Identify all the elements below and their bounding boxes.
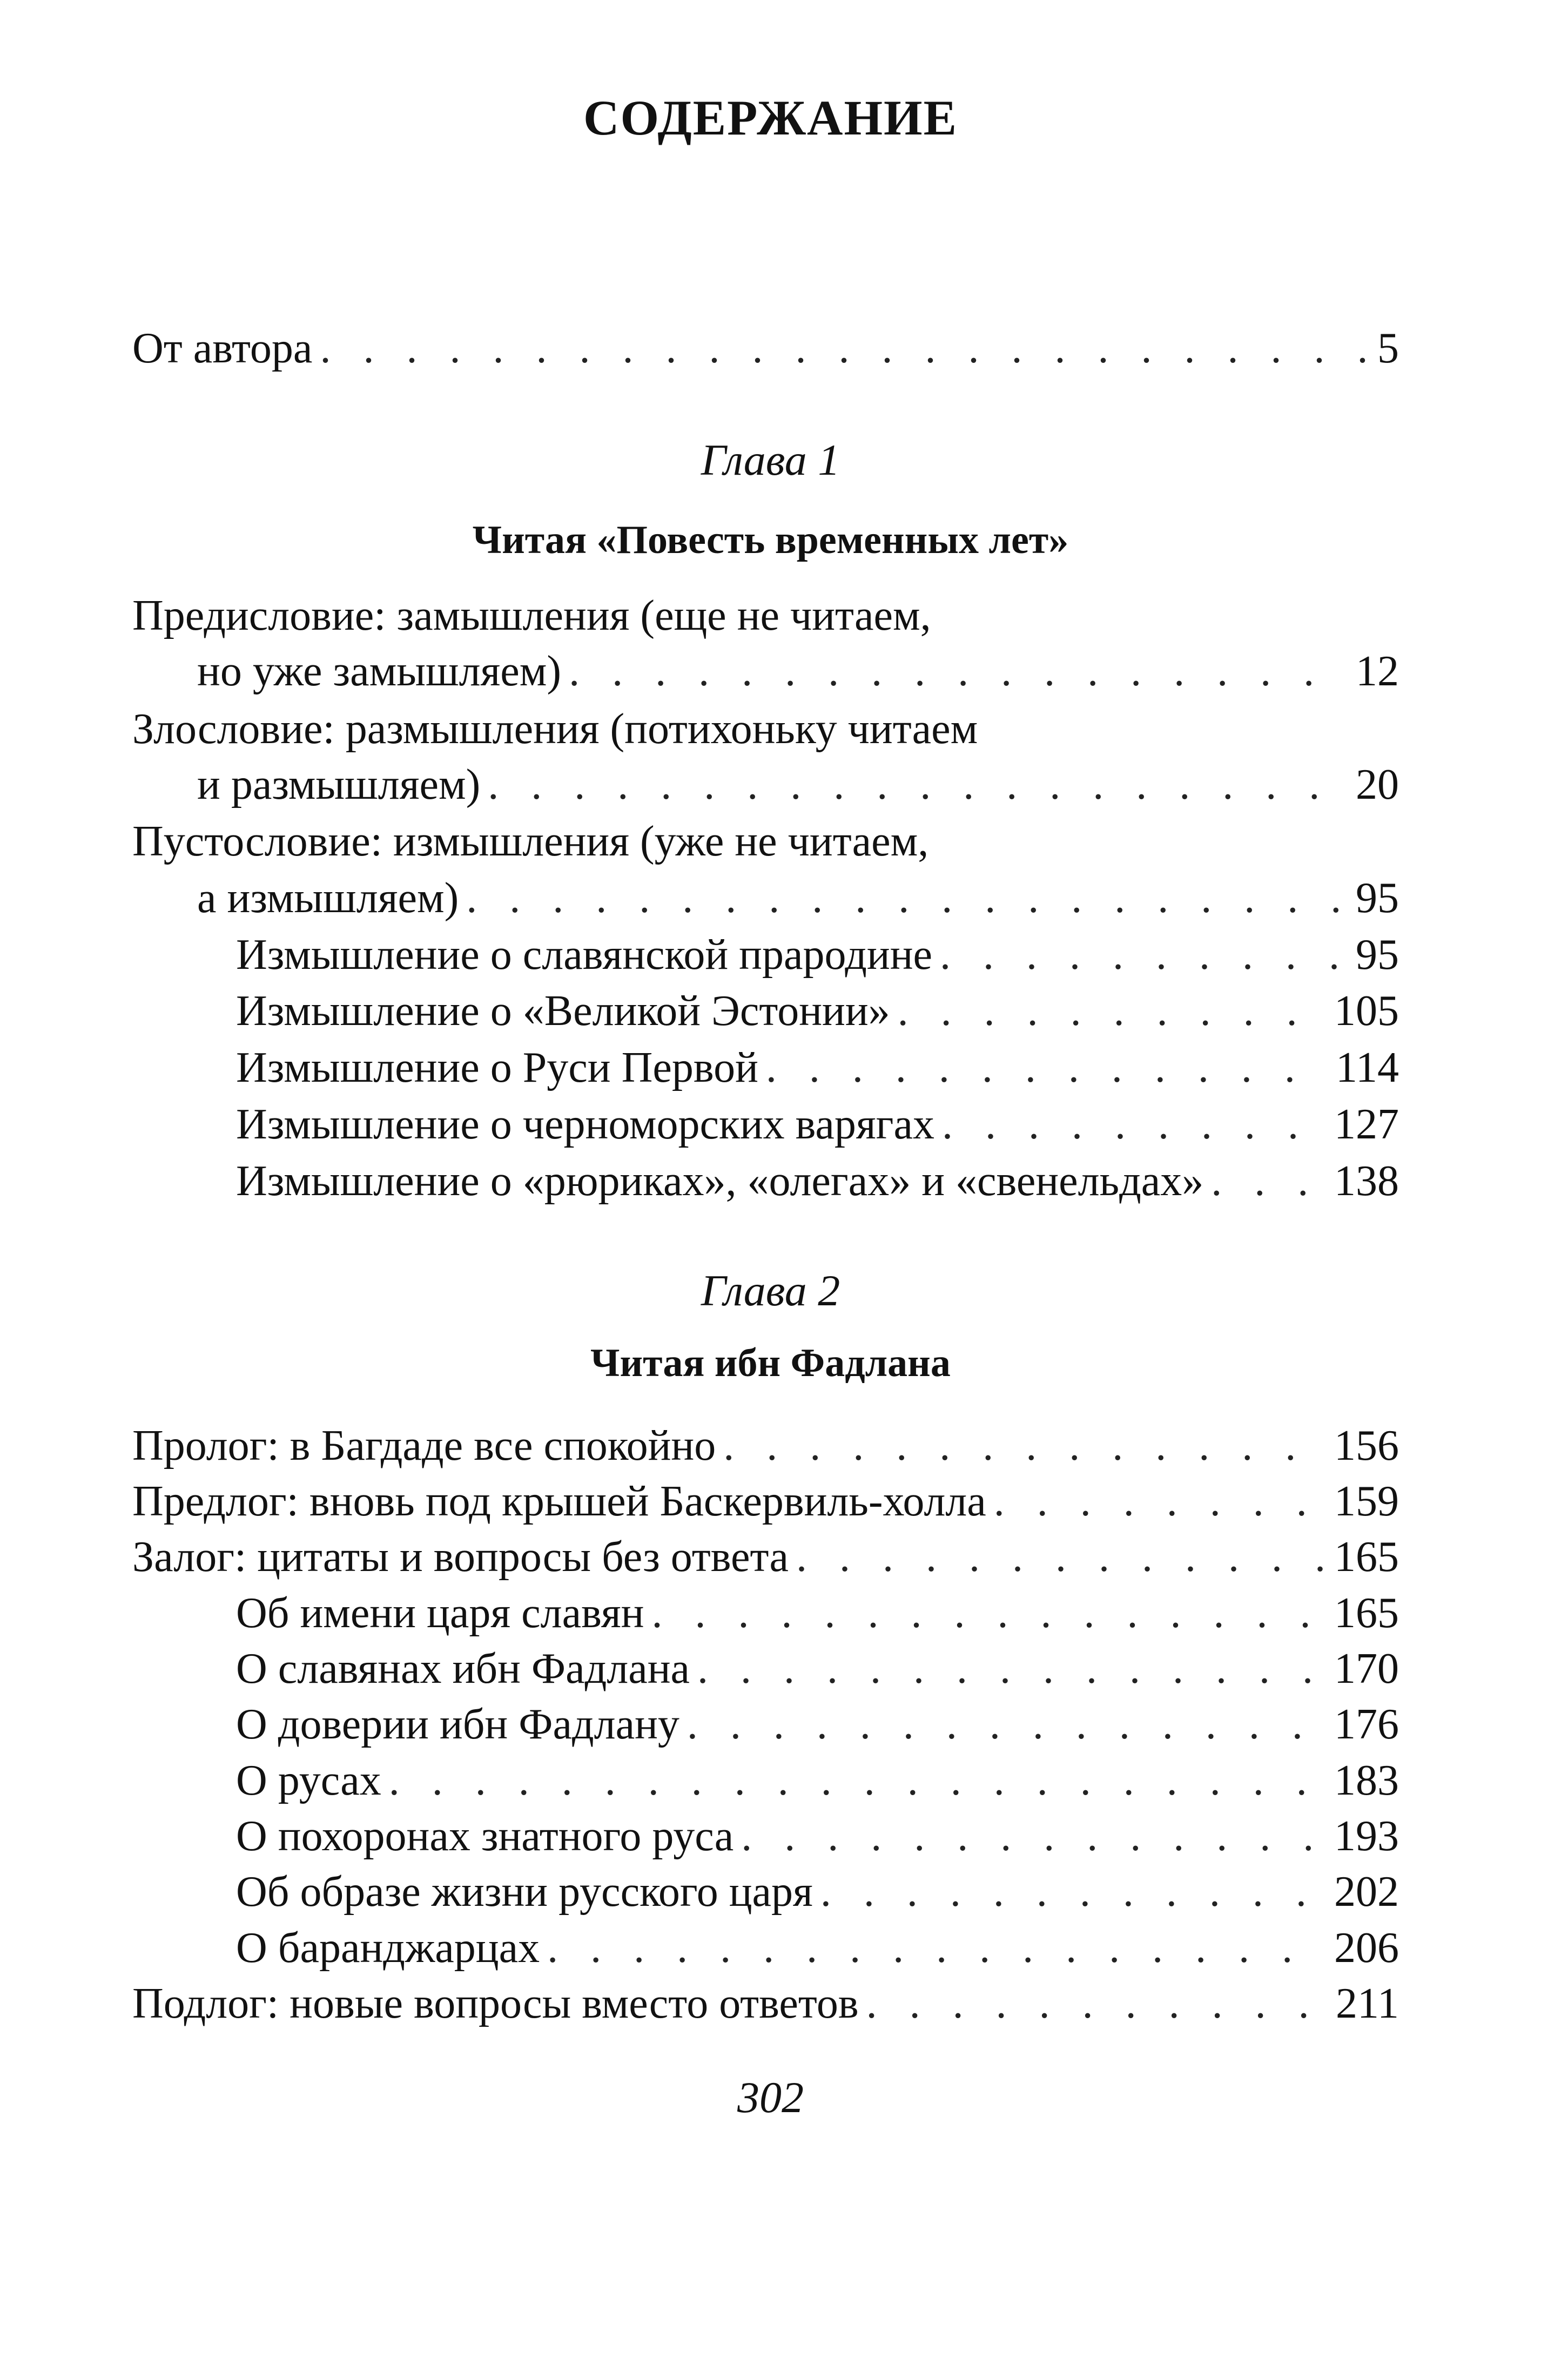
toc-entry-page: 105 [1334, 987, 1399, 1035]
toc-entry-title: О славянах ибн Фадлана [236, 1645, 690, 1693]
dot-leader [820, 1865, 1327, 1919]
toc-entry-page: 165 [1334, 1589, 1399, 1637]
toc-entry-page: 183 [1334, 1757, 1399, 1804]
toc-entry-title: Измышление о славянской прародине [236, 931, 933, 979]
toc-entry-page: 159 [1334, 1478, 1399, 1525]
dot-leader [940, 928, 1348, 982]
toc-entry-page: 12 [1356, 648, 1399, 695]
toc-entry-page: 202 [1334, 1868, 1399, 1916]
toc-entry-title: а измышляем) [197, 874, 459, 922]
chapter-2-title: Читая ибн Фадлана [590, 1341, 951, 1385]
toc-entry-title: О баранджарцах [236, 1924, 540, 1972]
toc-entry-title: Залог: цитаты и вопросы без ответа [132, 1533, 789, 1581]
toc-entry-title: Об имени царя славян [236, 1589, 644, 1637]
toc-entry-page: 127 [1334, 1101, 1399, 1148]
toc-entry-title: Измышление о черноморских варягах [236, 1101, 934, 1148]
toc-entry-title: Пролог: в Багдаде все спокойно [132, 1422, 716, 1469]
toc-subentry [236, 1754, 1399, 1808]
toc-entry-page: 95 [1356, 874, 1399, 922]
toc-entry [132, 1977, 1399, 2031]
toc-subentry [236, 984, 1399, 1038]
dot-leader [466, 871, 1348, 925]
dot-leader [866, 1977, 1328, 2031]
dot-leader [547, 1921, 1327, 1975]
toc-entry [132, 1419, 1399, 1473]
toc-entry-title: но уже замышляем) [197, 648, 562, 695]
toc-entry-page: 138 [1334, 1157, 1399, 1205]
toc-subentry [236, 1809, 1399, 1863]
dot-leader [651, 1586, 1327, 1640]
dot-leader [898, 984, 1327, 1038]
toc-entry-title: Подлог: новые вопросы вместо ответов [132, 1980, 859, 2027]
toc-subentry [236, 1097, 1399, 1151]
toc-entry-preface [197, 644, 1399, 698]
toc-entry-intro [132, 321, 1399, 375]
chapter-1-label: Глава 1 [701, 435, 840, 484]
dot-leader [766, 1041, 1328, 1095]
dot-leader [389, 1754, 1327, 1808]
toc-entry-page: 95 [1356, 931, 1399, 979]
dot-leader [320, 321, 1370, 375]
chapter-2-label: Глава 2 [701, 1266, 840, 1315]
toc-subentry [236, 1586, 1399, 1640]
dot-leader [796, 1530, 1327, 1584]
toc-entry-idle-talk [197, 871, 1399, 925]
toc-subentry [236, 1041, 1399, 1095]
toc-entry-page: 211 [1335, 1980, 1399, 2027]
toc-subentry [236, 1154, 1399, 1208]
toc-subentry [236, 1921, 1399, 1975]
toc-entry-preface-line1: Предисловие: замышления (еще не читаем, [132, 592, 931, 639]
toc-subentry [236, 1865, 1399, 1919]
toc-entry-title: и размышляем) [197, 761, 481, 808]
toc-entry [132, 1474, 1399, 1528]
toc-entry-title: Об образе жизни русского царя [236, 1868, 813, 1916]
dot-leader [723, 1419, 1327, 1473]
toc-entry-title: О похоронах знатного руса [236, 1812, 734, 1860]
toc-entry-title: От автора [132, 325, 313, 372]
toc-entry-page: 20 [1356, 761, 1399, 808]
toc-entry-title: Измышление о Руси Первой [236, 1044, 758, 1091]
toc-entry-page: 165 [1334, 1533, 1399, 1581]
dot-leader [942, 1097, 1327, 1151]
toc-subentry [236, 1642, 1399, 1696]
toc-entry-slander-line1: Злословие: размышления (потихоньку читаем [132, 705, 978, 753]
toc-entry-page: 176 [1334, 1701, 1399, 1748]
toc-entry-page: 114 [1335, 1044, 1399, 1091]
chapter-1-title: Читая «Повесть временных лет» [472, 518, 1069, 562]
toc-entry-page: 206 [1334, 1924, 1399, 1972]
toc-entry-page: 193 [1334, 1812, 1399, 1860]
page-title: СОДЕРЖАНИЕ [583, 90, 958, 145]
dot-leader [569, 644, 1348, 698]
dot-leader [1211, 1154, 1327, 1208]
toc-entry-idle-talk-line1: Пустословие: измышления (уже не читаем, [132, 818, 929, 865]
dot-leader [488, 758, 1348, 812]
toc-entry-title: Предлог: вновь под крышей Баскервиль-холла [132, 1478, 986, 1525]
toc-entry-page: 170 [1334, 1645, 1399, 1693]
toc-subentry [236, 928, 1399, 982]
toc-entry [132, 1530, 1399, 1584]
dot-leader [687, 1697, 1327, 1751]
dot-leader [741, 1809, 1327, 1863]
dot-leader [697, 1642, 1327, 1696]
toc-entry-title: О русах [236, 1757, 381, 1804]
dot-leader [994, 1474, 1327, 1528]
toc-entry-title: О доверии ибн Фадлану [236, 1701, 679, 1748]
toc-entry-page: 5 [1377, 325, 1399, 372]
toc-entry-title: Измышление о «Великой Эстонии» [236, 987, 890, 1035]
toc-entry-page: 156 [1334, 1422, 1399, 1469]
toc-subentry [236, 1697, 1399, 1751]
page-number: 302 [737, 2073, 804, 2122]
toc-entry-slander [197, 758, 1399, 812]
toc-entry-title: Измышление о «рюриках», «олегах» и «свенельдах» [236, 1157, 1204, 1205]
